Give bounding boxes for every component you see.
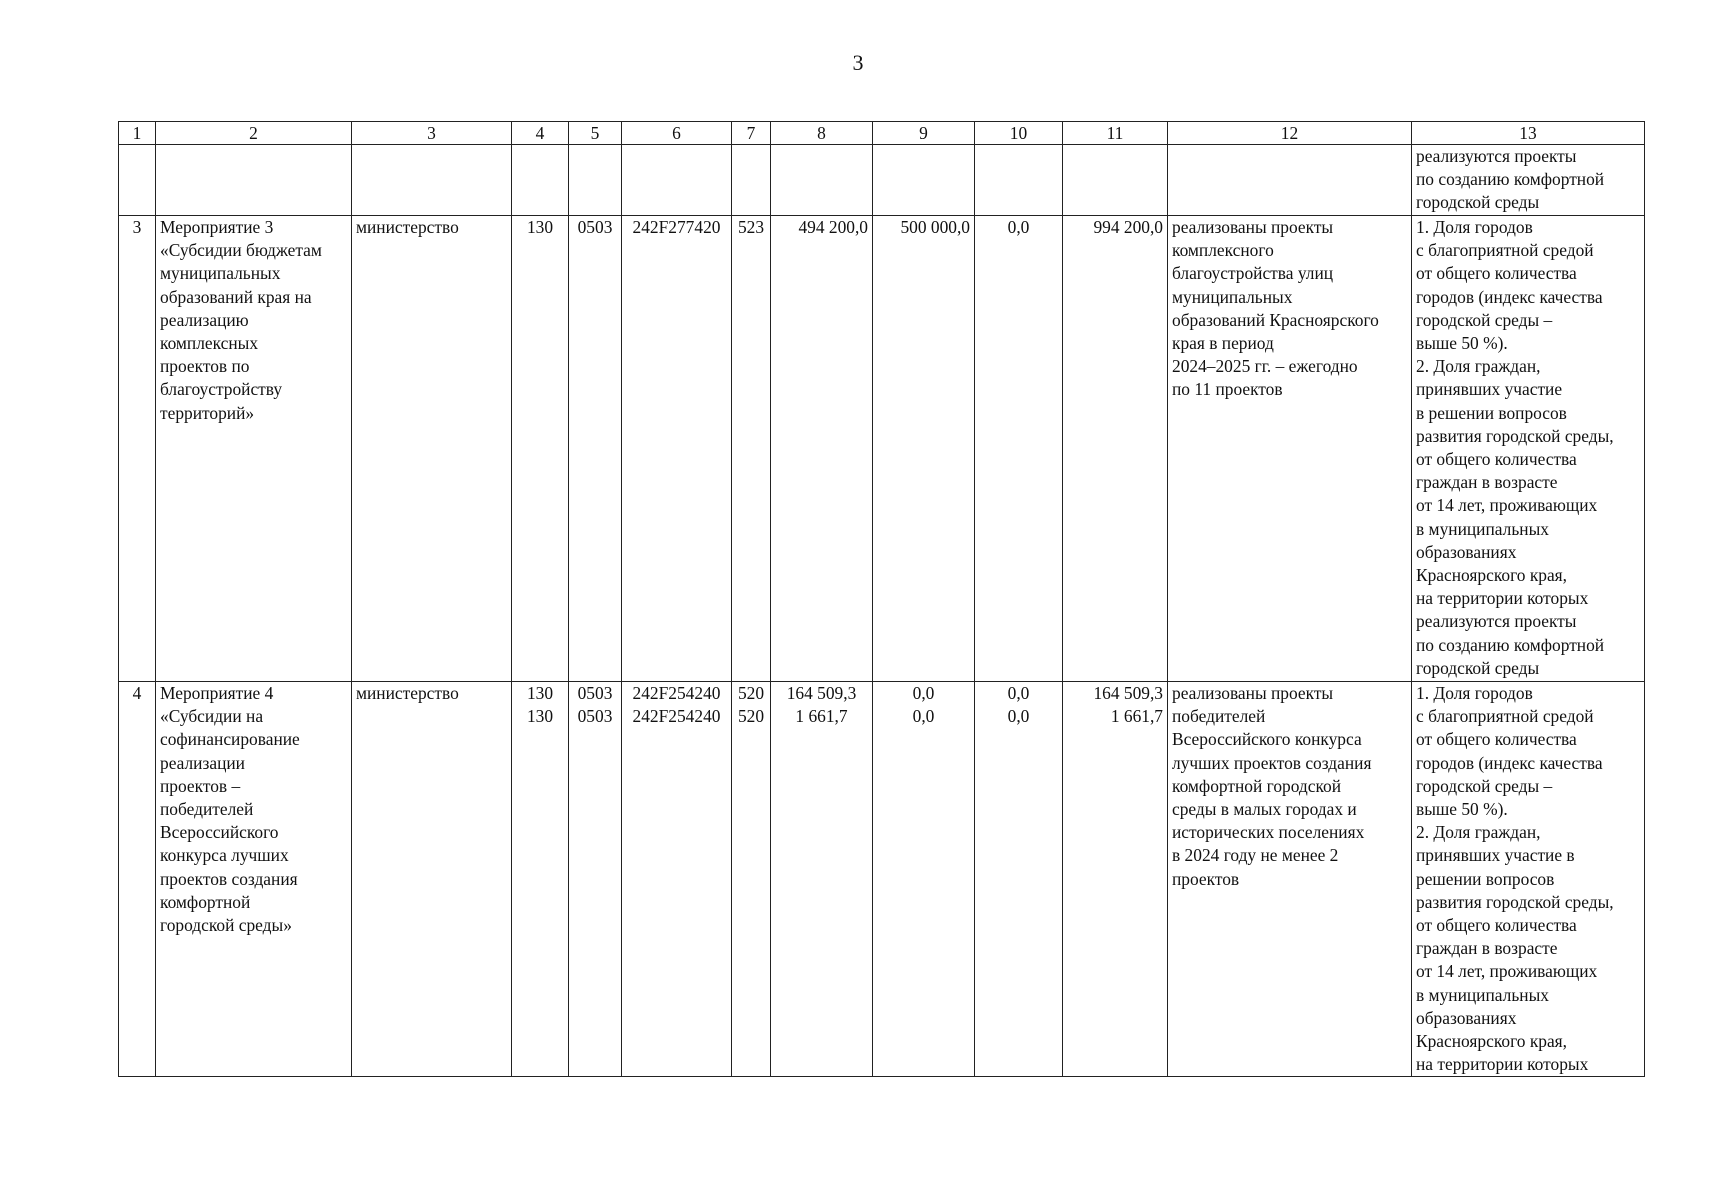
code-expense-type (732, 682, 771, 1077)
row-number: 4 (119, 682, 156, 1077)
expected-result: реализованы проекты комплексного благоустройства улиц муниципальных образований Красноярского края в период 2024–2025 гг. – ежегодно по 11 проектов (1168, 216, 1412, 682)
amount-year-2-line: 0,0 (912, 683, 935, 703)
code-target (622, 682, 732, 1077)
code-grbs-line: 130 (526, 706, 554, 727)
code-expense-type-line: 520 (737, 706, 765, 727)
amount-year-3-line: 0,0 (1007, 683, 1030, 703)
column-number: 13 (1412, 122, 1645, 145)
code-expense-type-line: 520 (737, 683, 765, 703)
executor: министерство (352, 216, 512, 682)
amount-year-1: 494 200,0 (771, 216, 873, 682)
column-number: 10 (975, 122, 1063, 145)
code-target: 242F277420 (622, 216, 732, 682)
indicators-cell: реализуются проекты по созданию комфортной городской среды (1412, 145, 1645, 216)
executor: министерство (352, 682, 512, 1077)
indicators-cell: 1. Доля городов с благоприятной средой от общего количества городов (индекс качества городской среды – выше 50 %). 2. Доля граждан, принявших участие в решении вопросов развития городской среды, от общего количества граждан в возрасте от 14 лет, проживающих в муниципальных образованиях Красноярского края, на территории которых реализуются проекты по созданию комфортной городской среды (1412, 216, 1645, 682)
amount-year-2: 500 000,0 (873, 216, 975, 682)
program-activities-table (118, 121, 1645, 1077)
column-number: 3 (352, 122, 512, 145)
amount-year-3 (975, 682, 1063, 1077)
amount-year-1-line: 164 509,3 (786, 683, 857, 703)
amount-year-3: 0,0 (975, 216, 1063, 682)
code-grbs-line: 130 (526, 683, 554, 703)
code-grbs (512, 682, 569, 1077)
code-target-line: 242F254240 (632, 683, 721, 703)
row-number: 3 (119, 216, 156, 682)
column-numbers-row (119, 122, 1645, 145)
indicators-cell: 1. Доля городов с благоприятной средой от общего количества городов (индекс качества городской среды – выше 50 %). 2. Доля граждан, принявших участие в решении вопросов развития городской среды, от общего количества граждан в возрасте от 14 лет, проживающих в муниципальных образованиях Красноярского края, на территории которых (1412, 682, 1645, 1077)
amount-year-2 (873, 682, 975, 1077)
column-number: 5 (569, 122, 622, 145)
column-number: 7 (732, 122, 771, 145)
column-number: 4 (512, 122, 569, 145)
amount-year-3-line: 0,0 (1007, 706, 1030, 727)
column-number: 11 (1063, 122, 1168, 145)
column-number: 1 (119, 122, 156, 145)
column-number: 12 (1168, 122, 1412, 145)
code-section (569, 682, 622, 1077)
amount-total-line: 164 509,3 (1093, 683, 1163, 703)
activity-row-4 (119, 682, 1645, 1077)
activity-row-3 (119, 216, 1645, 682)
amount-total (1063, 682, 1168, 1077)
amount-year-1-line: 1 661,7 (795, 706, 848, 727)
code-section-line: 0503 (577, 683, 613, 703)
column-number: 9 (873, 122, 975, 145)
expected-result: реализованы проекты победителей Всероссийского конкурса лучших проектов создания комфортной городской среды в малых городах и исторических поселениях в 2024 году не менее 2 проектов (1168, 682, 1412, 1077)
code-grbs: 130 (512, 216, 569, 682)
amount-year-2-line: 0,0 (912, 706, 935, 727)
continuation-row (119, 145, 1645, 216)
code-expense-type: 523 (732, 216, 771, 682)
column-number: 8 (771, 122, 873, 145)
code-target-line: 242F254240 (632, 706, 721, 727)
page-number: 3 (852, 50, 864, 75)
activity-name: Мероприятие 4 «Субсидии на софинансирование реализации проектов – победителей Всероссийского конкурса лучших проектов создания комфортной городской среды» (156, 682, 352, 1077)
amount-year-1 (771, 682, 873, 1077)
code-section-line: 0503 (577, 706, 613, 727)
column-number: 6 (622, 122, 732, 145)
code-section: 0503 (569, 216, 622, 682)
activity-name: Мероприятие 3 «Субсидии бюджетам муниципальных образований края на реализацию комплексных проектов по благоустройству территорий» (156, 216, 352, 682)
amount-total-line: 1 661,7 (1110, 706, 1163, 727)
amount-total: 994 200,0 (1063, 216, 1168, 682)
column-number: 2 (156, 122, 352, 145)
